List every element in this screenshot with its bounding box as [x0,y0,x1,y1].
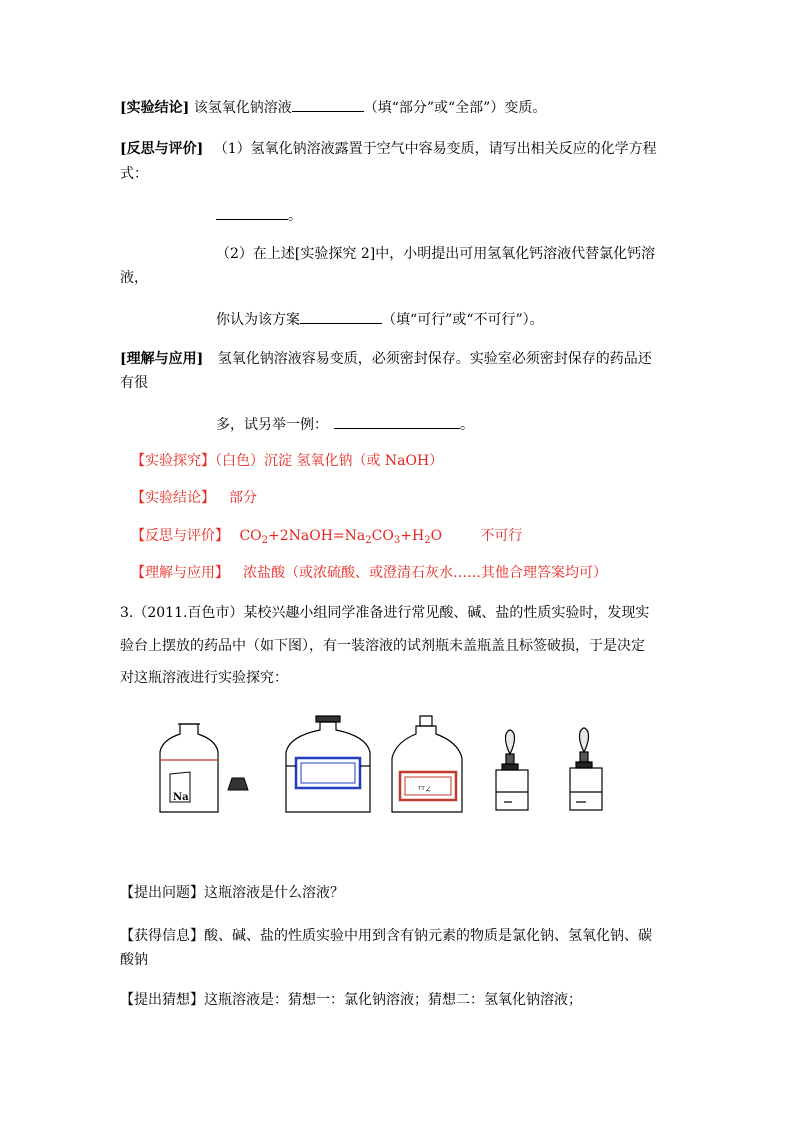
application-cont: 有很 [120,375,148,391]
guess-line [120,990,582,1010]
answer-explore-text: （白色）沉淀 氢氧化钠（或 NaOH） [215,453,444,469]
application-text: 氢氧化钠溶液容易变质，必须密封保存。实验室必须密封保存的药品还 [217,351,652,367]
answer-reflection-label: 【反思与评价】 [131,528,229,544]
info-cont: 酸钠 [120,952,148,968]
reflection-q2-line3 [216,308,544,330]
dropper-bottle-2 [570,728,602,810]
problem3-line-1: 3.（2011.百色市）某校兴趣小组同学准备进行常见酸、碱、盐的性质实验时，发现实 [120,605,650,621]
question-text: 这瓶溶液是什么溶液？ [204,885,344,901]
conclusion-line [120,96,546,118]
answer-conclusion-label: 【实验结论】 [131,490,215,506]
uncapped-bottle [160,724,218,812]
reflection-q2-cont: 液， [120,270,148,286]
reflection-line-2: 式： [120,166,148,182]
guess-label: 【提出猜想】 [120,992,204,1008]
answer-explore-label: 【实验探究】 [131,453,215,469]
answer-application [131,563,607,583]
info-label: 【获得信息】 [120,928,204,944]
reflection-q2-prompt: 你认为该方案 [216,312,300,328]
reflection-line-1 [120,139,657,159]
reflection-q1: （1）氢氧化钠溶液露置于空气中容易变质，请写出相关反应的化学方程 [213,141,657,157]
reflection-label: [反思与评价] [120,141,204,157]
reflection-q2: （2）在上述[实验探究 2]中，小明提出可用氢氧化钙溶液代替氯化钙溶 [216,246,656,262]
info-text: 酸、碱、盐的性质实验中用到含有钠元素的物质是氯化钠、氢氧化钠、碳 [204,928,652,944]
reflection-q2-hint: （填“可行”或“不可行”）。 [382,312,544,328]
conclusion-blank[interactable] [292,96,364,112]
narrow-mouth-bottle [392,716,462,812]
answer-application-label: 【理解与应用】 [131,565,229,581]
question-label: 【提出问题】 [120,885,204,901]
guess-text: 这瓶溶液是：猜想一：氯化钠溶液；猜想二：氢氧化钠溶液； [204,992,582,1008]
answer-reflection [131,526,523,546]
conclusion-hint: （填“部分”或“全部”）变质。 [363,100,547,116]
feasibility-blank[interactable] [300,308,382,324]
example-blank[interactable] [334,413,460,429]
reflection-line-3 [216,204,302,226]
problem3-line-2: 验台上摆放的药品中（如下图），有一装溶液的试剂瓶未盖瓶盖且标签破损，于是决定 [120,638,645,654]
wide-mouth-bottle [286,716,370,812]
application-label: [理解与应用] [120,351,204,367]
bottle-label-fragment: Na [173,792,189,803]
chemical-equation: $CO_2+2NaOH=Na_2CO_3+H_2O$ [239,528,443,546]
dropper-bottle-1 [496,730,528,810]
answer-application-text: 浓盐酸（或浓硫酸、或澄清石灰水……其他合理答案均可） [243,565,607,581]
answer-explore [131,451,443,471]
question-line [120,883,344,903]
equation-blank[interactable] [216,204,288,220]
application-end: 。 [460,417,474,433]
loose-stopper [228,778,248,790]
conclusion-label: [实验结论] [120,100,190,116]
conclusion-text: 该氢氧化钠溶液 [193,100,292,116]
reagent-bottles-figure [140,712,640,822]
info-line [120,926,652,946]
problem3-line-3: 对这瓶溶液进行实验探究： [120,670,288,686]
answer-conclusion [131,488,257,508]
answer-conclusion-text: 部分 [229,490,257,506]
application-line-3 [216,413,474,435]
bottle3-label-text: ᵀᵀ∠ [418,785,432,794]
reflection-q1-end: 。 [288,208,302,224]
answer-reflection-extra: 不可行 [480,528,523,544]
application-prompt: 多，试另举一例： [216,417,328,433]
application-line-1 [120,349,652,369]
